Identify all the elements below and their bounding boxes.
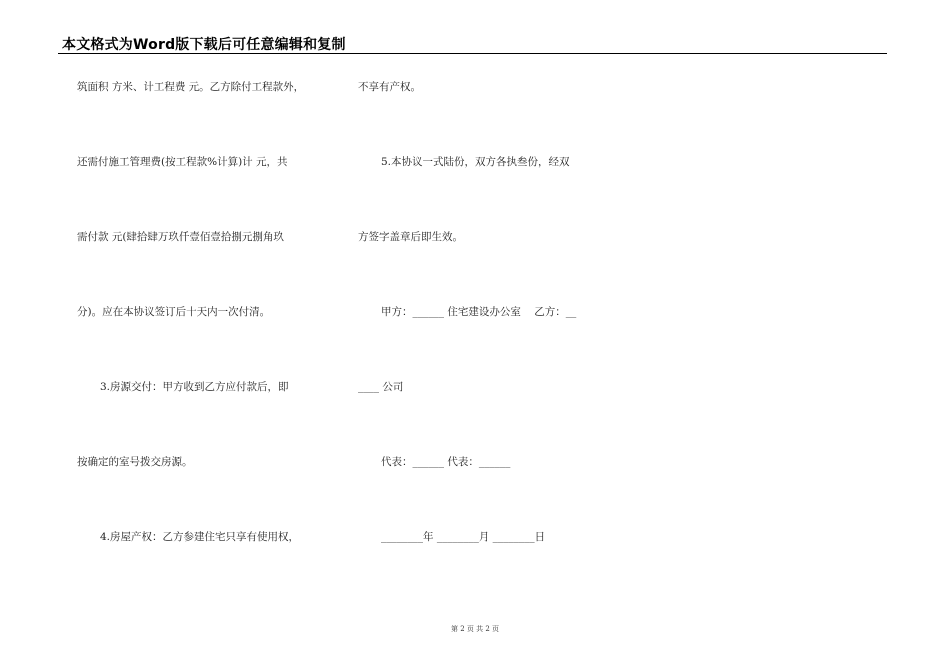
left-line-7: 4.房屋产权：乙方参建住宅只享有使用权， bbox=[100, 531, 300, 543]
left-line-1: 筑面积 方米、计工程费 元。乙方除付工程款外， bbox=[77, 81, 305, 93]
right-line-4: 甲方：______ 住宅建设办公室 乙方：__ bbox=[381, 306, 577, 318]
right-line-6: 代表：______ 代表：______ bbox=[381, 456, 511, 468]
right-line-1: 不享有产权。 bbox=[358, 81, 421, 93]
left-line-3: 需付款 元(肆拾肆万玖仟壹佰壹拾捌元捌角玖 bbox=[77, 231, 284, 243]
right-line-2: 5.本协议一式陆份，双方各执叁份，经双 bbox=[381, 156, 570, 168]
document-header: 本文格式为Word版下载后可任意编辑和复制 bbox=[62, 37, 346, 53]
left-line-5: 3.房源交付：甲方收到乙方应付款后，即 bbox=[100, 381, 289, 393]
left-line-4: 分)。应在本协议签订后十天内一次付清。 bbox=[77, 306, 271, 318]
left-line-6: 按确定的室号拨交房源。 bbox=[77, 456, 193, 468]
page-footer: 第 2 页 共 2 页 bbox=[450, 625, 500, 633]
left-line-2: 还需付施工管理费(按工程款%计算)计 元，共 bbox=[77, 156, 288, 168]
right-line-5: ____ 公司 bbox=[358, 381, 404, 393]
header-rule bbox=[58, 53, 887, 54]
right-line-3: 方签字盖章后即生效。 bbox=[358, 231, 463, 243]
right-line-7: ________年 ________月 ________日 bbox=[381, 531, 546, 543]
